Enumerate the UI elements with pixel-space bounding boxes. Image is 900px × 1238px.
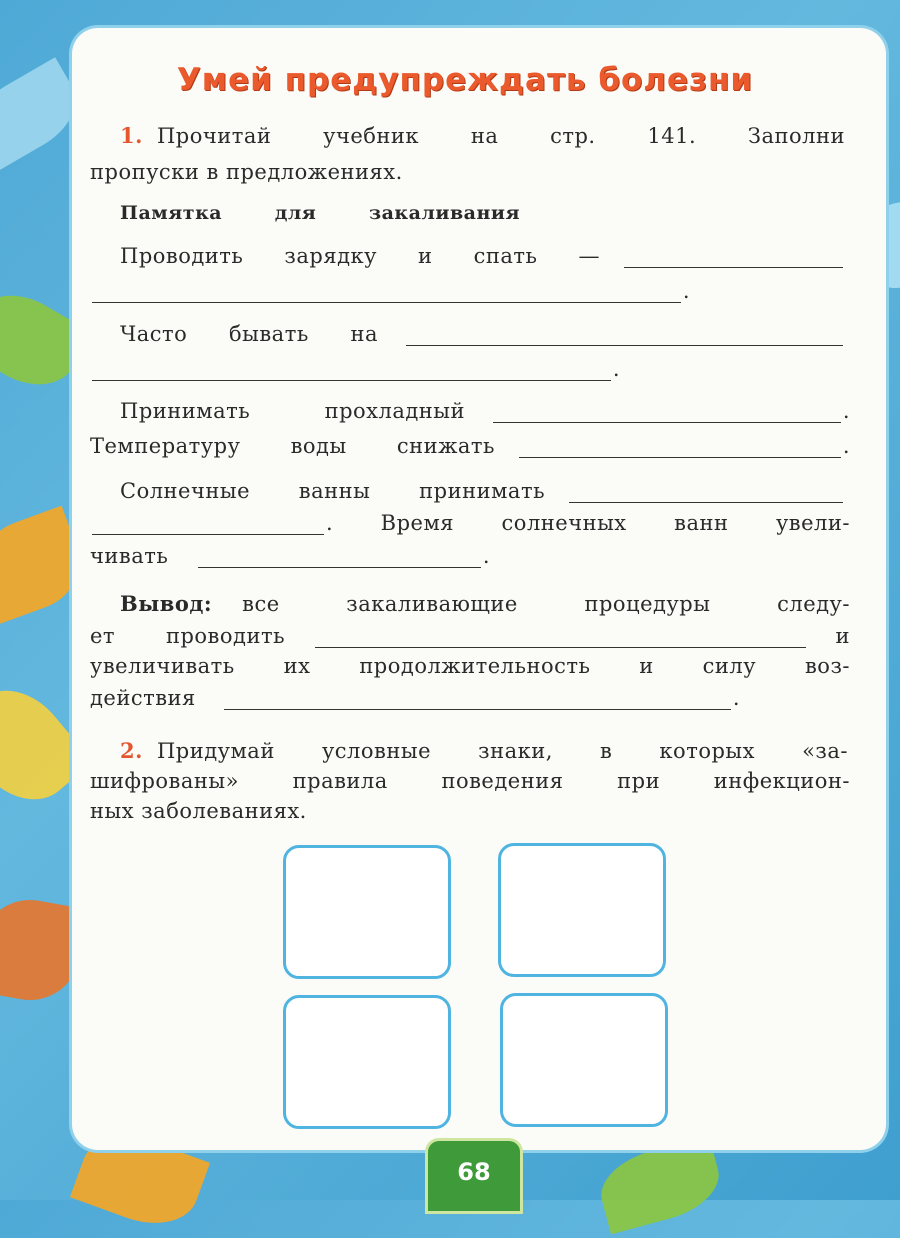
- task1-line: [90, 353, 620, 381]
- symbol-drawing-box[interactable]: [500, 993, 668, 1127]
- task1-line: [90, 507, 850, 535]
- answer-blank[interactable]: [92, 280, 681, 303]
- task2-text: ных заболеваниях.: [90, 799, 307, 823]
- conclusion-line: [120, 588, 850, 616]
- page-title: Умей предупреждать болезни: [176, 62, 754, 98]
- task1-line: [90, 650, 850, 678]
- task2-line: [90, 795, 307, 823]
- task1-line: [120, 395, 850, 423]
- period: .: [842, 399, 850, 423]
- task1-text: ет проводить: [90, 624, 285, 648]
- answer-blank[interactable]: [92, 512, 324, 535]
- page-number: 68: [425, 1138, 523, 1214]
- task1-line: [120, 120, 845, 148]
- answer-blank[interactable]: [493, 400, 841, 423]
- task1-number: 1.: [120, 123, 143, 148]
- task1-text: Часто бывать на: [120, 322, 378, 346]
- task2-text: Придумай условные знаки, в которых «за-: [156, 739, 848, 763]
- answer-blank[interactable]: [224, 687, 731, 710]
- task1-text: . Время солнечных ванн увели-: [326, 511, 850, 535]
- task1-line: [90, 540, 490, 568]
- task2-line: [120, 735, 848, 763]
- task1-line: [120, 240, 845, 268]
- period: .: [482, 544, 490, 568]
- task2-text: шифрованы» правила поведения при инфекцион-: [90, 769, 850, 793]
- period: .: [842, 434, 850, 458]
- conclusion-label: Вывод:: [120, 591, 213, 616]
- answer-blank[interactable]: [198, 545, 481, 568]
- task1-line: [90, 275, 690, 303]
- task1-line: [120, 318, 845, 346]
- task1-text: все закаливающие процедуры следу-: [242, 592, 850, 616]
- answer-blank[interactable]: [624, 245, 843, 268]
- task1-text: Солнечные ванны принимать: [120, 479, 545, 503]
- task2-number: 2.: [120, 738, 143, 763]
- answer-blank[interactable]: [315, 625, 806, 648]
- answer-blank[interactable]: [406, 323, 843, 346]
- task1-text: действия: [90, 686, 196, 710]
- task1-text: пропуски в предложениях.: [90, 160, 403, 184]
- symbol-drawing-box[interactable]: [283, 845, 451, 979]
- symbol-drawing-box[interactable]: [283, 995, 451, 1129]
- task2-line: [90, 765, 850, 793]
- task1-text: увеличивать их продолжительность и силу воз-: [90, 654, 850, 678]
- memo-title: [120, 196, 520, 224]
- memo-title-text: Памятка для закаливания: [120, 202, 520, 224]
- period: .: [612, 357, 620, 381]
- task1-text: Принимать прохладный: [120, 399, 465, 423]
- task1-line: [90, 682, 740, 710]
- answer-blank[interactable]: [569, 480, 843, 503]
- answer-blank[interactable]: [92, 358, 611, 381]
- answer-blank[interactable]: [519, 435, 841, 458]
- symbol-drawing-box[interactable]: [498, 843, 666, 977]
- task1-line: [90, 156, 403, 184]
- task1-text: чивать: [90, 544, 169, 568]
- task1-text: Температуру воды снижать: [90, 434, 495, 458]
- task1-text: и: [835, 624, 850, 648]
- task1-line: [120, 475, 845, 503]
- period: .: [682, 279, 690, 303]
- task1-line: [90, 430, 850, 458]
- period: .: [732, 686, 740, 710]
- task1-text: Прочитай учебник на стр. 141. Заполни: [156, 124, 845, 148]
- task1-text: Проводить зарядку и спать —: [120, 244, 600, 268]
- task1-line: [90, 620, 850, 648]
